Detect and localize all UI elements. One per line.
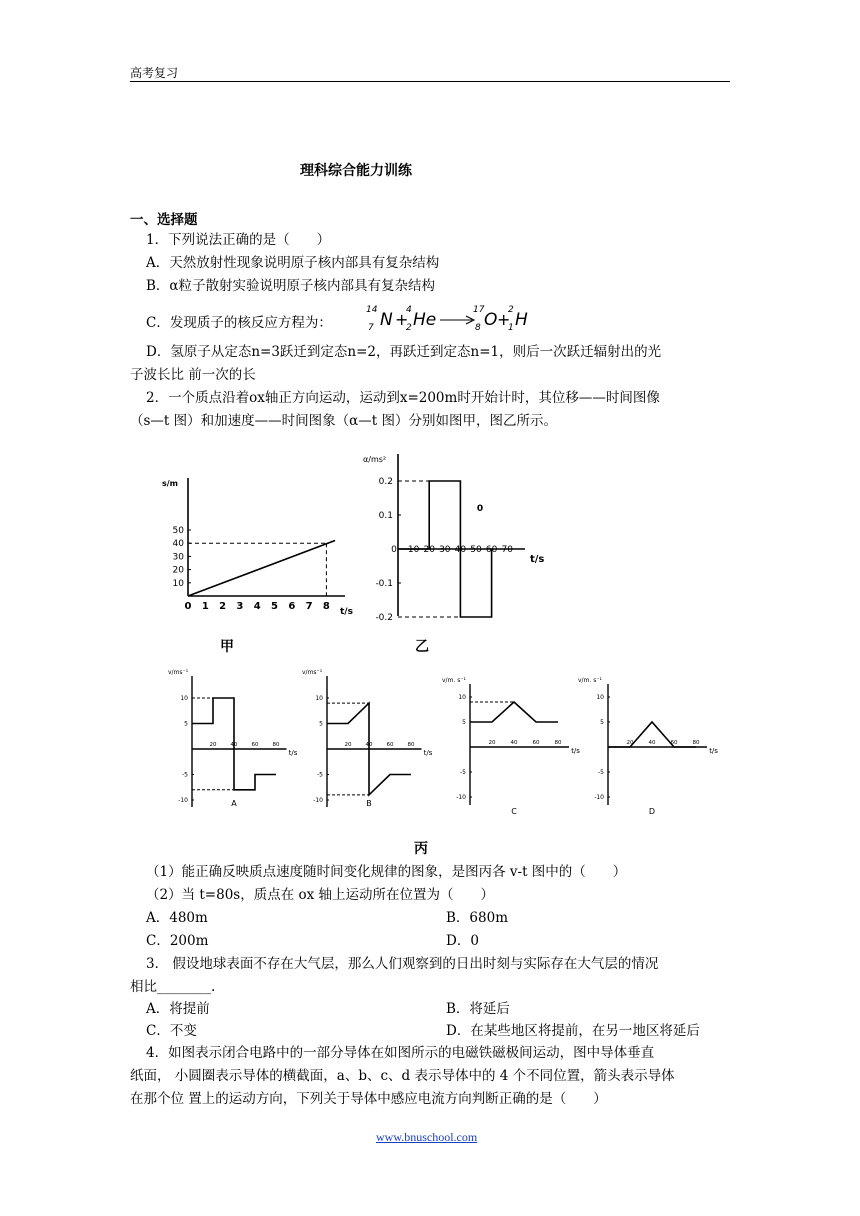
y-axis-label: v/m. s⁻¹ — [442, 677, 466, 684]
q3-line2: 相比________. — [130, 979, 216, 995]
y-axis-label: s/m — [162, 479, 179, 488]
q2-option-c: C．200m — [146, 933, 209, 949]
x-tick-label: 20 — [344, 742, 352, 748]
n-symbol: N — [380, 310, 393, 330]
x-tick-label: 60 — [532, 740, 540, 746]
chart-v-t-b — [290, 660, 440, 810]
y-tick-label: 40 — [172, 539, 184, 550]
x-tick-label: 40 — [510, 740, 518, 746]
he-number: 2 — [406, 323, 412, 333]
y-tick-label: 0.2 — [378, 477, 393, 487]
y-tick-label: -5 — [598, 769, 604, 776]
q2-line1: 2．一个质点沿着ox轴正方向运动，运动到x=200m时开始计时，其位移——时间图像 — [146, 390, 660, 406]
q2-sub2: （2）当 t=80s，质点在 ox 轴上运动所在位置为（ ） — [146, 887, 495, 903]
x-tick-label: 6 — [288, 601, 296, 612]
x-tick-label: 8 — [322, 601, 330, 612]
o-mass: 17 — [473, 305, 485, 315]
x-tick-label: 20 — [626, 740, 634, 746]
y-tick-label: 5 — [600, 719, 604, 726]
y-axis-label: v/ms⁻¹ — [168, 669, 189, 676]
q1-option-b: B．α粒子散射实验说明原子核内部具有复杂结构 — [146, 278, 436, 294]
q3-option-a: A．将提前 — [146, 1001, 210, 1017]
x-tick-label: 0 — [184, 601, 192, 612]
n-number: 7 — [368, 323, 374, 333]
section-heading: 一、选择题 — [130, 212, 198, 228]
x-tick-label: 30 — [439, 545, 451, 555]
x-tick-label: 2 — [219, 601, 227, 612]
x-tick-label: 50 — [470, 545, 482, 555]
y-tick-label: 10 — [315, 695, 323, 702]
y-tick-label: -0.1 — [375, 579, 393, 589]
x-tick-label: 20 — [423, 545, 435, 555]
y-tick-label: 50 — [172, 526, 184, 536]
x-axis-label: t/s — [288, 749, 298, 757]
x-tick-label: 40 — [648, 740, 656, 746]
q3-line1: 3． 假设地球表面不存在大气层，那么人们观察到的日出时刻与实际存在大气层的情况 — [146, 956, 659, 972]
figure-label-yi: 乙 — [415, 639, 429, 655]
n-mass: 14 — [366, 305, 378, 315]
q4-line3: 在那个位 置上的运动方向，下列关于导体中感应电流方向判断正确的是（ ） — [130, 1091, 607, 1107]
y-axis-label: v/m. s⁻¹ — [578, 677, 602, 684]
x-axis-label: t/s — [423, 749, 433, 757]
y-tick-label: 10 — [180, 695, 188, 702]
q4-line1: 4．如图表示闭合电路中的一部分导体在如图所示的电磁铁磁极间运动，图中导体垂直 — [146, 1045, 655, 1061]
plus-1: + — [395, 310, 409, 329]
nuclear-equation — [354, 300, 544, 340]
y-tick-label: 30 — [172, 552, 184, 563]
q2-sub1: （1）能正确反映质点速度随时间变化规律的图象，是图丙各 v-t 图中的（ ） — [146, 864, 627, 880]
x-tick-label: 4 — [253, 601, 261, 612]
y-axis-label: v/ms⁻¹ — [302, 669, 323, 676]
header-rule — [130, 81, 730, 82]
x-tick-label: 80 — [272, 742, 280, 748]
y-tick-label: 5 — [462, 719, 466, 726]
h-symbol: H — [515, 310, 528, 330]
q1-option-a: A．天然放射性现象说明原子核内部具有复杂结构 — [146, 255, 440, 271]
h-number: 1 — [508, 323, 514, 333]
chart-name-label: D — [648, 807, 656, 816]
chart-name-label: B — [366, 799, 372, 808]
q1-option-d-line2: 子波长比 前一次的长 — [130, 367, 256, 383]
o-symbol: O — [484, 310, 498, 330]
chart-v-t-a — [160, 660, 300, 810]
y-tick-label: -5 — [460, 769, 466, 776]
q1-stem: 1．下列说法正确的是（ ） — [146, 232, 331, 248]
q2-option-b: B．680m — [446, 910, 508, 926]
x-tick-label: 20 — [488, 740, 496, 746]
y-tick-label: 5 — [319, 720, 323, 728]
x-axis-label: t/s — [571, 747, 580, 755]
x-tick-label: 60 — [251, 742, 259, 748]
chart-v-t-c — [440, 668, 580, 818]
x-axis-label: t/s — [340, 607, 353, 617]
o-number: 8 — [475, 323, 481, 333]
x-tick-label: 60 — [386, 742, 394, 748]
q4-line2: 纸面， 小圆圈表示导体的横截面，a、b、c、d 表示导体中的 4 个不同位置，箭头表示导体 — [130, 1068, 675, 1084]
q3-option-c: C．不变 — [146, 1023, 197, 1039]
y-tick-label: 20 — [172, 565, 184, 576]
x-tick-label: 5 — [271, 601, 278, 612]
x-tick-label: 40 — [365, 742, 373, 748]
chart-s-t — [150, 470, 360, 620]
x-tick-label: 7 — [305, 601, 313, 612]
x-tick-label: 3 — [236, 601, 244, 612]
he-symbol: He — [413, 310, 437, 330]
h-mass: 2 — [508, 305, 514, 315]
y-tick-label: -5 — [182, 771, 188, 779]
y-tick-label: -10 — [456, 794, 466, 801]
series-line — [188, 541, 335, 596]
y-tick-label: -5 — [317, 771, 323, 779]
x-axis-label: t/s — [530, 554, 545, 565]
x-tick-label: 60 — [485, 545, 498, 555]
y-axis-label: α/ms² — [363, 455, 387, 464]
x-tick-label: 80 — [407, 742, 415, 748]
q2-option-d: D．0 — [446, 933, 479, 949]
chart-a-t — [355, 446, 555, 626]
figure-label-bing: 丙 — [414, 841, 428, 857]
y-tick-label: 10 — [458, 694, 466, 701]
series-line — [470, 702, 558, 722]
x-tick-label: 60 — [670, 740, 678, 746]
q3-option-d: D．在某些地区将提前，在另一地区将延后 — [446, 1023, 700, 1039]
y-tick-label: -10 — [313, 797, 323, 804]
x-tick-label: 10 — [407, 545, 420, 555]
plus-2: + — [497, 310, 511, 329]
header-label: 高考复习 — [130, 66, 179, 80]
x-tick-label: 20 — [209, 742, 217, 748]
y-tick-label: 10 — [172, 578, 184, 589]
y-tick-label: 10 — [596, 694, 604, 701]
y-tick-label: 5 — [184, 720, 188, 728]
q1-option-c — [146, 313, 332, 333]
chart-name-label: C — [511, 807, 517, 816]
annotation-label: 0 — [476, 504, 484, 514]
q3-option-b: B．将延后 — [446, 1001, 510, 1017]
q1-option-d-line1: D．氢原子从定态n=3跃迁到定态n=2，再跃迁到定态n=1，则后一次跃迁辐射出的光 — [146, 344, 662, 360]
footer-link[interactable]: www.bnuschool.com — [376, 1130, 478, 1144]
x-tick-label: 80 — [692, 740, 700, 746]
x-tick-label: 40 — [230, 742, 238, 748]
chart-v-t-d — [575, 668, 725, 818]
he-mass: 4 — [406, 305, 412, 315]
x-tick-label: 1 — [201, 601, 209, 612]
series-line — [192, 698, 276, 790]
y-tick-label: -0.2 — [375, 613, 393, 623]
x-tick-label: 0 — [391, 545, 397, 555]
figure-label-jia: 甲 — [220, 639, 234, 655]
y-tick-label: -10 — [594, 794, 604, 801]
y-tick-label: 0.1 — [378, 511, 393, 521]
page-title: 理科综合能力训练 — [300, 163, 412, 179]
y-tick-label: -10 — [178, 797, 188, 804]
x-tick-label: 70 — [501, 545, 513, 555]
x-axis-label: t/s — [709, 747, 718, 755]
q2-option-a: A．480m — [146, 910, 208, 926]
chart-name-label: A — [231, 799, 237, 808]
q1-option-c-label: C．发现质子的核反应方程为： — [146, 315, 332, 331]
x-tick-label: 40 — [454, 545, 467, 555]
q2-line2: （s—t 图）和加速度——时间图象（α—t 图）分别如图甲，图乙所示。 — [130, 413, 557, 429]
x-tick-label: 80 — [554, 740, 562, 746]
